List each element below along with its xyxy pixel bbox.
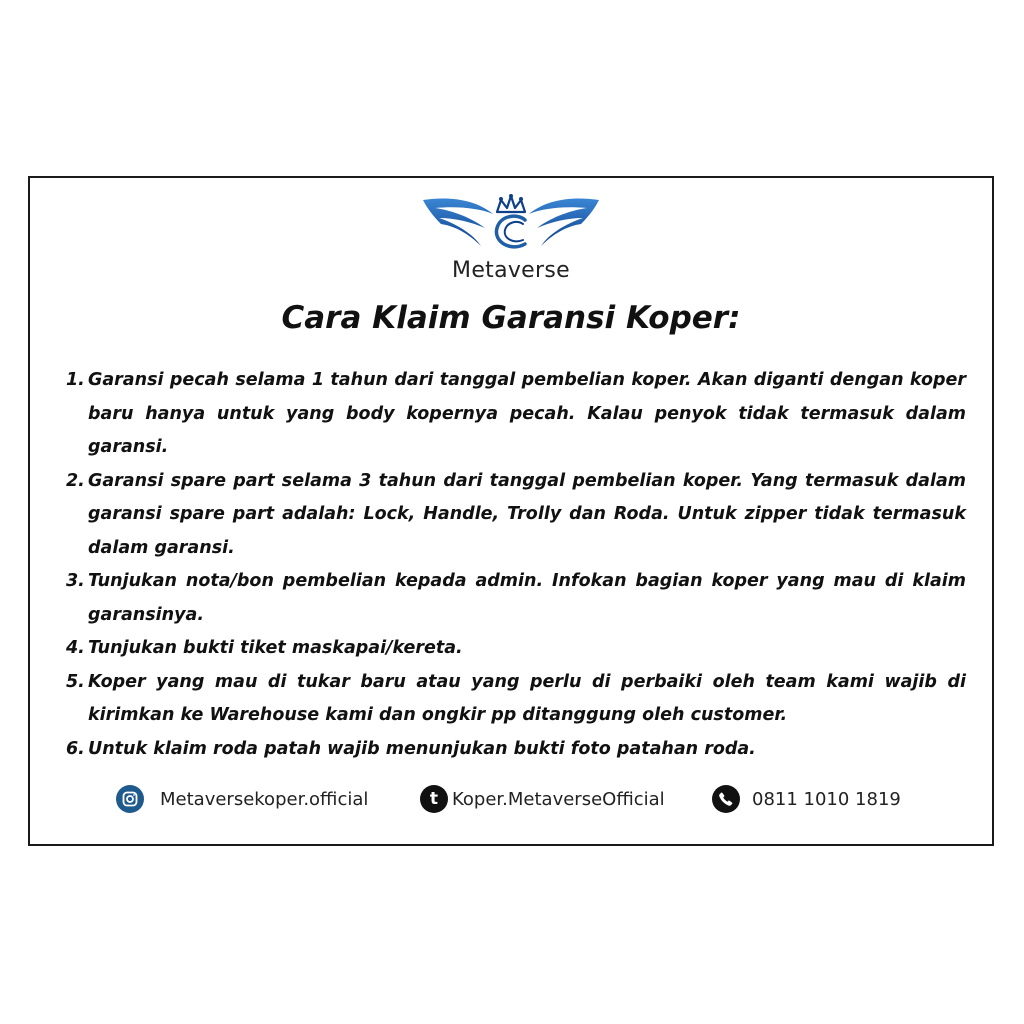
rule-text: Garansi pecah selama 1 tahun dari tanggal pembelian koper. Akan diganti dengan koper baru hanya untuk yang body kopernya pecah. Kalau penyok tidak termasuk dalam garansi. <box>88 370 966 457</box>
wings-crown-logo-icon <box>421 194 601 258</box>
rule-item-2 <box>66 465 966 566</box>
rule-number: 3. <box>66 571 85 591</box>
instagram-handle: Metaversekoper.official <box>160 788 369 810</box>
rule-text: Tunjukan nota/bon pembelian kepada admin. Infokan bagian koper yang mau di klaim garansinya. <box>88 571 966 625</box>
rule-item-6 <box>66 733 966 767</box>
rule-item-5 <box>66 666 966 733</box>
rule-number: 2. <box>66 470 85 491</box>
rule-text: Garansi spare part selama 3 tahun dari tanggal pembelian koper. Yang termasuk dalam garansi spare part adalah: Lock, Handle, Trolly dan Roda. Untuk zipper tidak termasuk dalam garansi. <box>88 470 966 558</box>
rule-number: 1. <box>66 370 85 390</box>
rule-item-1 <box>66 364 966 465</box>
rule-item-4 <box>66 632 966 666</box>
brand-name: Metaverse <box>452 258 570 283</box>
rule-text: Tunjukan bukti tiket maskapai/kereta. <box>88 638 463 658</box>
phone-number: 0811 1010 1819 <box>752 788 901 810</box>
instagram-icon <box>116 785 144 813</box>
phone-contact[interactable] <box>712 784 901 814</box>
rule-number: 4. <box>66 638 85 658</box>
instagram-contact[interactable] <box>116 784 368 814</box>
tokopedia-icon: t <box>420 785 448 813</box>
rule-text: Untuk klaim roda patah wajib menunjukan bukti foto patahan roda. <box>88 738 756 759</box>
tokopedia-handle: Koper.MetaverseOfficial <box>452 788 665 810</box>
rule-text: Koper yang mau di tukar baru atau yang perlu di perbaiki oleh team kami wajib di kirimkan ke Warehouse kami dan ongkir pp ditanggung oleh customer. <box>88 671 966 725</box>
rule-item-3 <box>66 565 966 632</box>
contact-footer <box>30 784 992 818</box>
warranty-rules-list <box>66 364 966 766</box>
rule-number: 6. <box>66 738 85 759</box>
warranty-card <box>28 176 994 846</box>
tokopedia-contact[interactable] <box>420 784 665 814</box>
rule-number: 5. <box>66 671 85 692</box>
phone-icon <box>712 785 740 813</box>
page-title: Cara Klaim Garansi Koper: <box>281 300 741 336</box>
